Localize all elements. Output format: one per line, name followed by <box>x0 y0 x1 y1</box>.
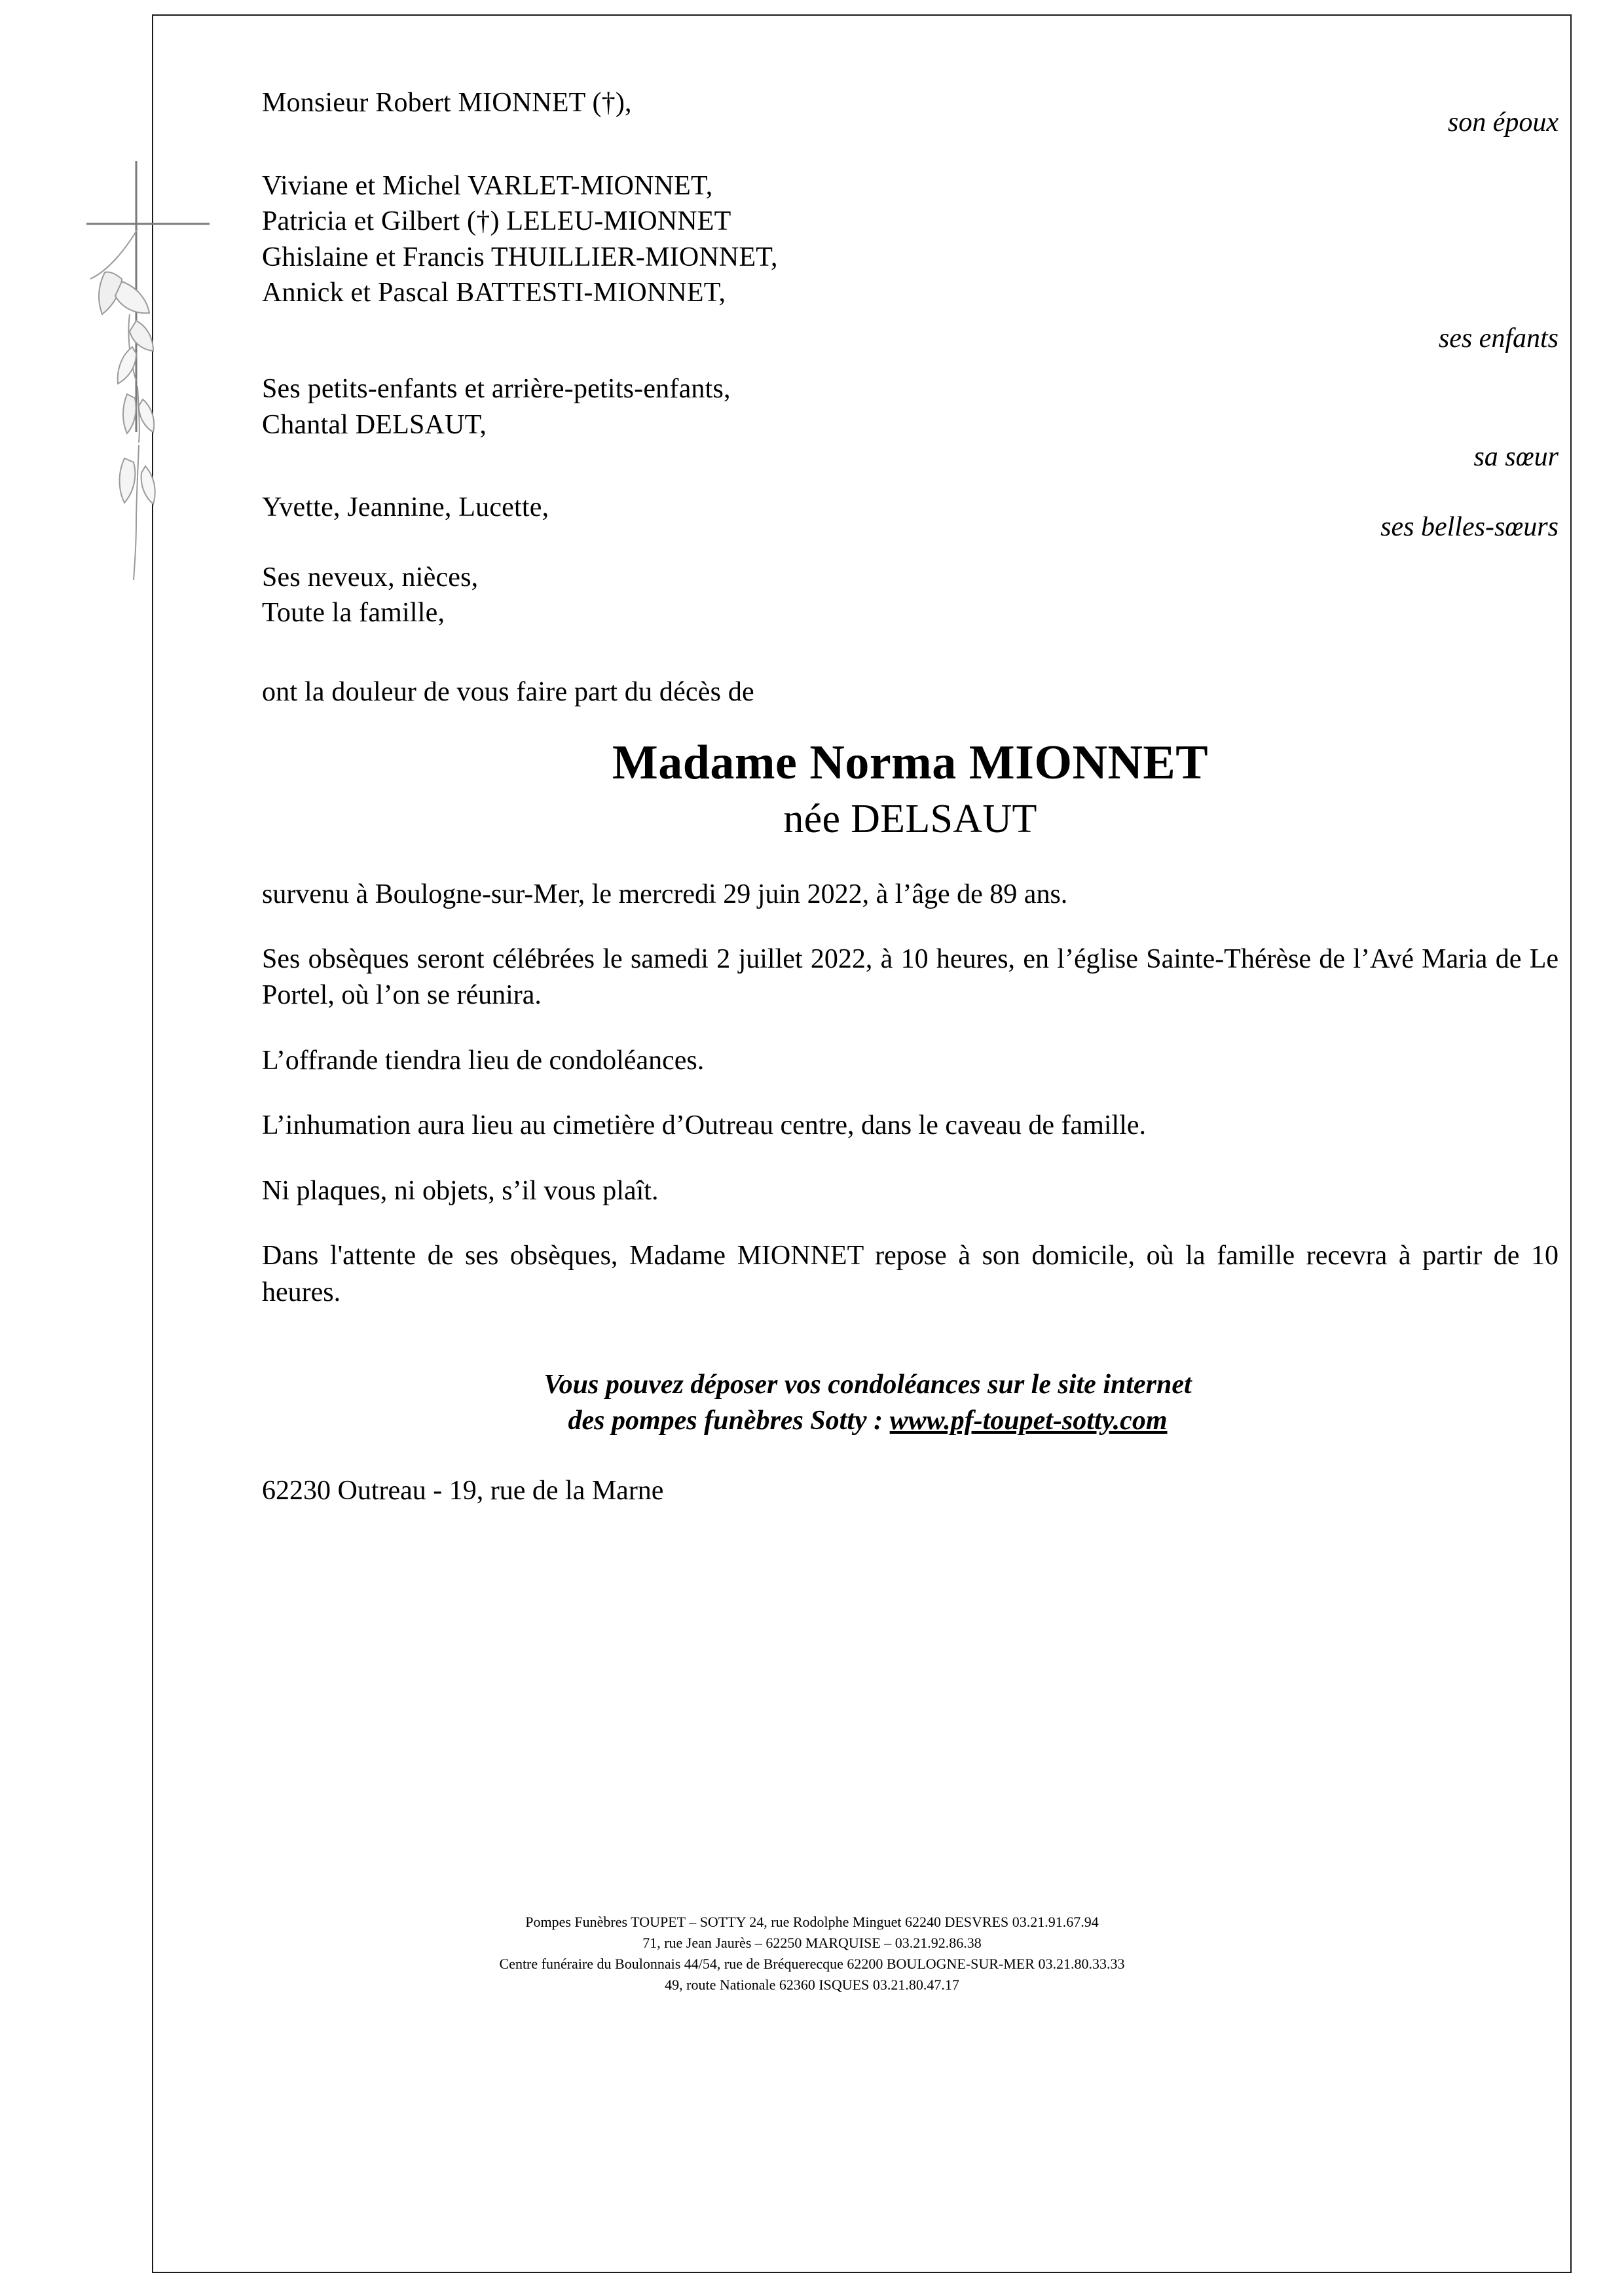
paragraph-death-details: survenu à Boulogne-sur-Mer, le mercredi 29 juin 2022, à l’âge de 89 ans. <box>262 879 1068 909</box>
funeral-home-footer <box>0 1912 1624 1995</box>
condolences-url-link[interactable]: www.pf-toupet-sotty.com <box>889 1405 1168 1436</box>
deceased-name: Madame Norma MIONNET <box>612 735 1209 790</box>
condolences-line-1: Vous pouvez déposer vos condoléances sur le site internet <box>544 1370 1192 1400</box>
footer-line: 71, rue Jean Jaurès – 62250 MARQUISE – 03.21.92.86.38 <box>642 1934 982 1951</box>
lily-flower-icon <box>90 229 155 580</box>
family-line: Ses neveux, nièces, <box>262 562 479 592</box>
deceased-maiden-name: née DELSAUT <box>783 796 1037 841</box>
family-line: Yvette, Jeannine, Lucette, <box>262 492 549 523</box>
relation-label-spouse: son époux <box>1447 107 1559 137</box>
footer-line: Centre funéraire du Boulonnais 44/54, rue de Bréquerecque 62200 BOULOGNE-SUR-MER 03.21.80.33.33 <box>499 1955 1125 1972</box>
relation-label-sisters-in-law: ses belles-sœurs <box>1380 511 1559 542</box>
family-row-spouse <box>262 85 1559 138</box>
family-line: Ghislaine et Francis THUILLIER-MIONNET, <box>262 242 778 272</box>
family-line: Chantal DELSAUT, <box>262 409 487 440</box>
family-address: 62230 Outreau - 19, rue de la Marne <box>262 1476 664 1506</box>
condolences-line-2 <box>262 1403 1473 1439</box>
family-row-sister <box>262 371 1559 473</box>
family-line: Toute la famille, <box>262 598 445 629</box>
family-line: Ses petits-enfants et arrière-petits-enfants, <box>262 373 731 404</box>
paragraph-offering: L’offrande tiendra lieu de condoléances. <box>262 1045 705 1076</box>
condolences-block <box>262 1367 1559 1438</box>
paragraph-no-plaques: Ni plaques, ni objets, s’il vous plaît. <box>262 1175 659 1206</box>
family-row-sisters-in-law <box>262 490 1559 543</box>
paragraph-burial: L’inhumation aura lieu au cimetière d’Outreau centre, dans le caveau de famille. <box>262 1110 1147 1141</box>
family-row-children <box>262 168 1559 354</box>
family-line: Monsieur Robert MIONNET (†), <box>262 88 632 118</box>
condolences-prefix: des pompes funèbres Sotty : <box>568 1405 890 1436</box>
family-line: Viviane et Michel VARLET-MIONNET, <box>262 170 713 201</box>
family-line: Annick et Pascal BATTESTI-MIONNET, <box>262 278 726 308</box>
paragraph-funeral: Ses obsèques seront célébrées le samedi 2 juillet 2022, à 10 heures, en l’église Sainte-Thérèse de l’Avé Maria de Le Portel, où l’on se réunira. <box>262 943 1559 1011</box>
footer-line: 49, route Nationale 62360 ISQUES 03.21.80.47.17 <box>665 1976 959 1993</box>
family-row-others <box>262 560 1559 631</box>
notice-body <box>262 85 1559 1506</box>
family-line: Patricia et Gilbert (†) LELEU-MIONNET <box>262 206 731 237</box>
announcement-line: ont la douleur de vous faire part du décès de <box>262 676 754 707</box>
relation-label-sister: sa sœur <box>1473 442 1559 473</box>
paragraph-visiting: Dans l'attente de ses obsèques, Madame MIONNET repose à son domicile, où la famille recevra à partir de 10 heures. <box>262 1241 1559 1307</box>
footer-line: Pompes Funèbres TOUPET – SOTTY 24, rue Rodolphe Minguet 62240 DESVRES 03.21.91.67.94 <box>525 1914 1099 1930</box>
relation-label-children: ses enfants <box>1438 323 1559 354</box>
